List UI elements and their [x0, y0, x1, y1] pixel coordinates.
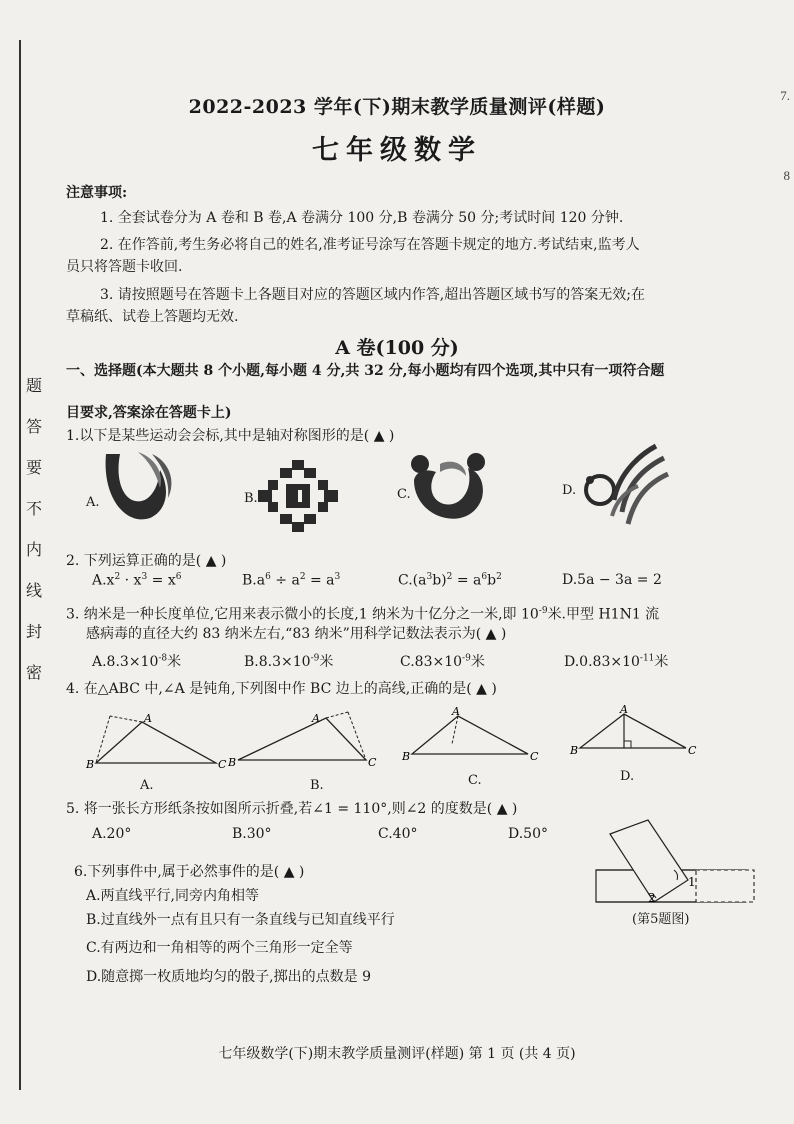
q4-figure-d — [568, 704, 704, 760]
vertex-label: C — [530, 750, 539, 763]
q6-stem: 6.下列事件中,属于必然事件的是( ▲ ) — [74, 864, 305, 880]
vertex-label: B — [402, 750, 411, 763]
q6-option-c: C.有两边和一角相等的两个三角形一定全等 — [86, 940, 353, 956]
logo-d-figure — [578, 442, 670, 530]
vertex-label: C — [688, 744, 697, 757]
q4-option-label: C. — [468, 773, 482, 788]
binding-char: 题 — [25, 376, 42, 395]
vertex-label: C — [368, 756, 377, 769]
q2-option-a: $A.x^2 \cdot x^3 = x^6$ — [92, 572, 182, 589]
notice-line: 草稿纸、试卷上答题均无效. — [66, 309, 239, 325]
angle-label: 2 — [648, 891, 656, 905]
binding-char: 线 — [25, 581, 42, 600]
binding-char: 答 — [25, 417, 42, 436]
notice-line: 3. 请按照题号在答题卡上各题目对应的答题区域内作答,超出答题区域书写的答案无效;在 — [100, 287, 645, 303]
q1-option-label: B. — [244, 491, 258, 506]
q1-option-label: D. — [562, 483, 577, 498]
binding-line — [19, 40, 21, 1090]
part1-heading: 目要求,答案涂在答题卡上) — [66, 405, 232, 421]
q6-option-a: A.两直线平行,同旁内角相等 — [86, 888, 260, 904]
logo-b-figure — [258, 460, 338, 532]
q2-stem: 2. 下列运算正确的是( ▲ ) — [66, 553, 227, 569]
binding-char: 要 — [25, 458, 42, 477]
notice-heading: 注意事项: — [66, 185, 128, 201]
vertex-label: A — [452, 706, 460, 718]
q3-option-d: $D.0.83\times 10^{-11}$米 — [564, 653, 669, 670]
logo-c-figure — [410, 450, 486, 530]
binding-char: 封 — [25, 622, 42, 641]
q4-option-label: B. — [310, 778, 324, 793]
edge-mark: 8 — [783, 168, 790, 183]
q1-stem: 1.以下是某些运动会会标,其中是轴对称图形的是( ▲ ) — [66, 428, 395, 444]
vertex-label: C — [218, 758, 227, 770]
q4-option-label: D. — [620, 769, 635, 784]
binding-char: 内 — [25, 540, 42, 559]
notice-line: 员只将答题卡收回. — [66, 259, 183, 275]
page-footer: 七年级数学(下)期末教学质量测评(样题) 第 1 页 (共 4 页) — [218, 1046, 576, 1062]
notice-line: 1. 全套试卷分为 A 卷和 B 卷,A 卷满分 100 分,B 卷满分 50 分;考试时间 120 分钟. — [100, 210, 624, 226]
binding-char: 不 — [25, 499, 42, 518]
q1-option-label: C. — [397, 487, 411, 502]
q1-option-label: A. — [86, 495, 100, 510]
edge-mark: 7. — [780, 88, 790, 103]
vertex-label: B — [228, 756, 237, 769]
q4-option-label: A. — [140, 778, 154, 793]
q4-figure-a — [86, 708, 228, 770]
q5-figure-caption: (第5题图) — [632, 912, 690, 927]
exam-title: 2022-2023 学年(下)期末教学质量测评(样题) — [188, 96, 606, 118]
q4-figure-c — [402, 706, 542, 764]
q3-option-c: $C.83\times 10^{-9}$米 — [400, 653, 485, 670]
binding-char: 密 — [25, 663, 42, 682]
q2-option-c: $C.(a^3b)^2 = a^6b^2$ — [398, 572, 502, 589]
q3-stem: 3. 纳米是一种长度单位,它用来表示微小的长度,1 纳米为十亿分之一米,即 $10^{-9}$米.甲型 H1N1 流 — [66, 606, 660, 623]
subject-title: 七年级数学 — [312, 135, 482, 166]
vertex-label: A — [620, 704, 628, 716]
angle-label: 1 — [688, 875, 696, 889]
notice-line: 2. 在作答前,考生务必将自己的姓名,准考证号涂写在答题卡规定的地方.考试结束,监考人 — [100, 237, 640, 253]
q5-option-b: B.30° — [232, 826, 272, 842]
q2-option-d: D.5a − 3a = 2 — [562, 572, 662, 588]
q5-option-c: C.40° — [378, 826, 418, 842]
q2-option-b: $B.a^6 \div a^2 = a^3$ — [242, 572, 341, 589]
binding-warning — [24, 365, 44, 693]
q5-fold-figure — [592, 818, 758, 910]
vertex-label: A — [312, 712, 320, 725]
q5-option-d: D.50° — [508, 826, 548, 842]
q3-option-b: $B.8.3\times 10^{-9}$米 — [244, 653, 334, 670]
q5-stem: 5. 将一张长方形纸条按如图所示折叠,若∠1 = 110°,则∠2 的度数是( ▲ ) — [66, 801, 518, 817]
q4-stem: 4. 在△ABC 中,∠A 是钝角,下列图中作 BC 边上的高线,正确的是( ▲ ) — [66, 681, 497, 697]
q5-option-a: A.20° — [92, 826, 132, 842]
q4-figure-b — [228, 708, 378, 770]
vertex-label: A — [144, 712, 152, 725]
vertex-label: B — [86, 758, 95, 770]
part1-heading: 一、选择题(本大题共 8 个小题,每小题 4 分,共 32 分,每小题均有四个选项,其中只有一项符合题 — [66, 363, 665, 379]
q6-option-b: B.过直线外一点有且只有一条直线与已知直线平行 — [86, 912, 395, 928]
q6-option-d: D.随意掷一枚质地均匀的骰子,掷出的点数是 9 — [86, 969, 371, 985]
section-a-title: A 卷(100 分) — [335, 337, 459, 359]
vertex-label: B — [570, 744, 579, 757]
q3-option-a: $A.8.3\times 10^{-8}$米 — [92, 653, 182, 670]
q3-stem-cont: 感病毒的直径大约 83 纳米左右,“83 纳米”用科学记数法表示为( ▲ ) — [86, 626, 507, 642]
logo-a-figure — [98, 448, 178, 532]
